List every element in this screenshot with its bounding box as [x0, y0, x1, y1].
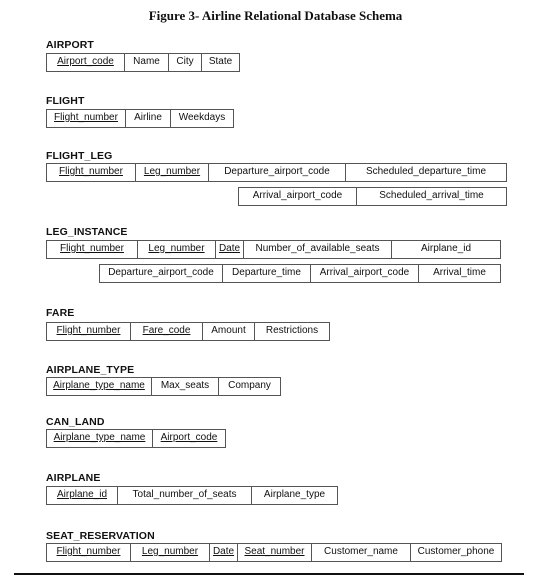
attribute-cell [255, 323, 329, 340]
attribute-cell [203, 323, 255, 340]
attribute-cell [312, 544, 411, 561]
attribute-cell [239, 188, 357, 205]
attribute-cell [47, 110, 126, 127]
attribute-cell [47, 544, 131, 561]
relation-box-leg-instance-row-2 [99, 264, 501, 283]
attribute-cell [126, 110, 171, 127]
attribute: Arrival_airport_code [319, 267, 410, 278]
primary-key-attribute: Airplane_type_name [53, 432, 146, 443]
relation-box-airplane-type [46, 377, 281, 396]
attribute: Number_of_available_seats [255, 243, 380, 254]
primary-key-attribute: Airport_code [160, 432, 218, 443]
primary-key-attribute: Leg_number [148, 243, 205, 254]
primary-key-attribute: Flight_number [54, 112, 118, 123]
attribute: Company [228, 380, 271, 391]
attribute: Name [133, 56, 160, 67]
primary-key-attribute: Leg_number [143, 166, 201, 177]
attribute-cell [47, 54, 125, 71]
attribute-cell [100, 265, 223, 282]
attribute-cell [47, 241, 138, 258]
attribute: Restrictions [265, 325, 319, 336]
attribute-cell [357, 188, 506, 205]
attribute-cell [169, 54, 202, 71]
primary-key-attribute: Leg_number [141, 546, 199, 557]
primary-key-attribute: Flight_number [56, 325, 121, 336]
attribute: Amount [211, 325, 246, 336]
attribute-cell [152, 378, 219, 395]
attribute: Scheduled_arrival_time [379, 190, 484, 201]
relation-box-airplane [46, 486, 338, 505]
primary-key-attribute: Seat_number [244, 546, 305, 557]
relation-box-airport [46, 53, 240, 72]
attribute: Airplane_type [263, 489, 326, 500]
relation-name-airplane-type: AIRPLANE_TYPE [46, 364, 135, 376]
attribute-cell [219, 378, 280, 395]
attribute: Total_number_of_seats [132, 489, 237, 500]
attribute-cell [47, 323, 131, 340]
attribute-cell [311, 265, 419, 282]
attribute-cell [209, 164, 346, 181]
relation-name-leg-instance: LEG_INSTANCE [46, 226, 128, 238]
attribute-cell [47, 430, 153, 447]
primary-key-attribute: Date [212, 546, 235, 557]
relation-name-airport: AIRPORT [46, 39, 94, 51]
attribute: Departure_airport_code [108, 267, 214, 278]
relation-box-flight-leg-row-2 [238, 187, 507, 206]
attribute-cell [419, 265, 500, 282]
attribute: Departure_time [232, 267, 301, 278]
attribute-cell [138, 241, 216, 258]
attribute: City [176, 56, 194, 67]
primary-key-attribute: Airport_code [57, 56, 114, 67]
relation-name-flight: FLIGHT [46, 95, 85, 107]
attribute: Weekdays [178, 112, 226, 123]
attribute-cell [47, 487, 118, 504]
attribute-cell [346, 164, 506, 181]
primary-key-attribute: Flight_number [59, 166, 123, 177]
attribute-cell [131, 323, 203, 340]
relation-box-fare [46, 322, 330, 341]
attribute-cell [47, 164, 136, 181]
primary-key-attribute: Airplane_type_name [53, 380, 145, 391]
relation-name-fare: FARE [46, 307, 75, 319]
attribute: Arrival_time [433, 267, 486, 278]
attribute: Customer_name [324, 546, 398, 557]
attribute: Airline [134, 112, 162, 123]
attribute-cell [411, 544, 501, 561]
attribute-cell [118, 487, 252, 504]
attribute-cell [223, 265, 311, 282]
primary-key-attribute: Fare_code [142, 325, 191, 336]
relation-box-flight [46, 109, 234, 128]
relation-name-seat-reservation: SEAT_RESERVATION [46, 530, 155, 542]
relation-box-seat-reservation [46, 543, 502, 562]
attribute-cell [202, 54, 239, 71]
relation-name-flight-leg: FLIGHT_LEG [46, 150, 113, 162]
attribute: State [208, 56, 233, 67]
attribute: Customer_phone [417, 546, 495, 557]
figure-title: Figure 3- Airline Relational Database Schema [148, 8, 403, 23]
attribute-cell [131, 544, 210, 561]
attribute-cell [136, 164, 209, 181]
attribute-cell [216, 241, 244, 258]
primary-key-attribute: Flight_number [60, 243, 124, 254]
relation-box-leg-instance [46, 240, 501, 259]
attribute-cell [153, 430, 225, 447]
attribute-cell [210, 544, 238, 561]
relation-name-airplane: AIRPLANE [46, 472, 101, 484]
bottom-rule [14, 573, 524, 575]
attribute-cell [244, 241, 392, 258]
attribute-cell [171, 110, 233, 127]
attribute: Arrival_airport_code [252, 190, 343, 201]
attribute: Scheduled_departure_time [365, 166, 487, 177]
attribute: Departure_airport_code [224, 166, 330, 177]
attribute-cell [47, 378, 152, 395]
attribute-cell [252, 487, 337, 504]
attribute: Airplane_id [420, 243, 472, 254]
primary-key-attribute: Airplane_id [56, 489, 108, 500]
primary-key-attribute: Flight_number [56, 546, 121, 557]
attribute-cell [392, 241, 500, 258]
relation-box-flight-leg [46, 163, 507, 182]
primary-key-attribute: Date [218, 243, 241, 254]
relation-name-can-land: CAN_LAND [46, 416, 105, 428]
attribute: Max_seats [160, 380, 210, 391]
attribute-cell [125, 54, 169, 71]
attribute-cell [238, 544, 312, 561]
relation-box-can-land [46, 429, 226, 448]
